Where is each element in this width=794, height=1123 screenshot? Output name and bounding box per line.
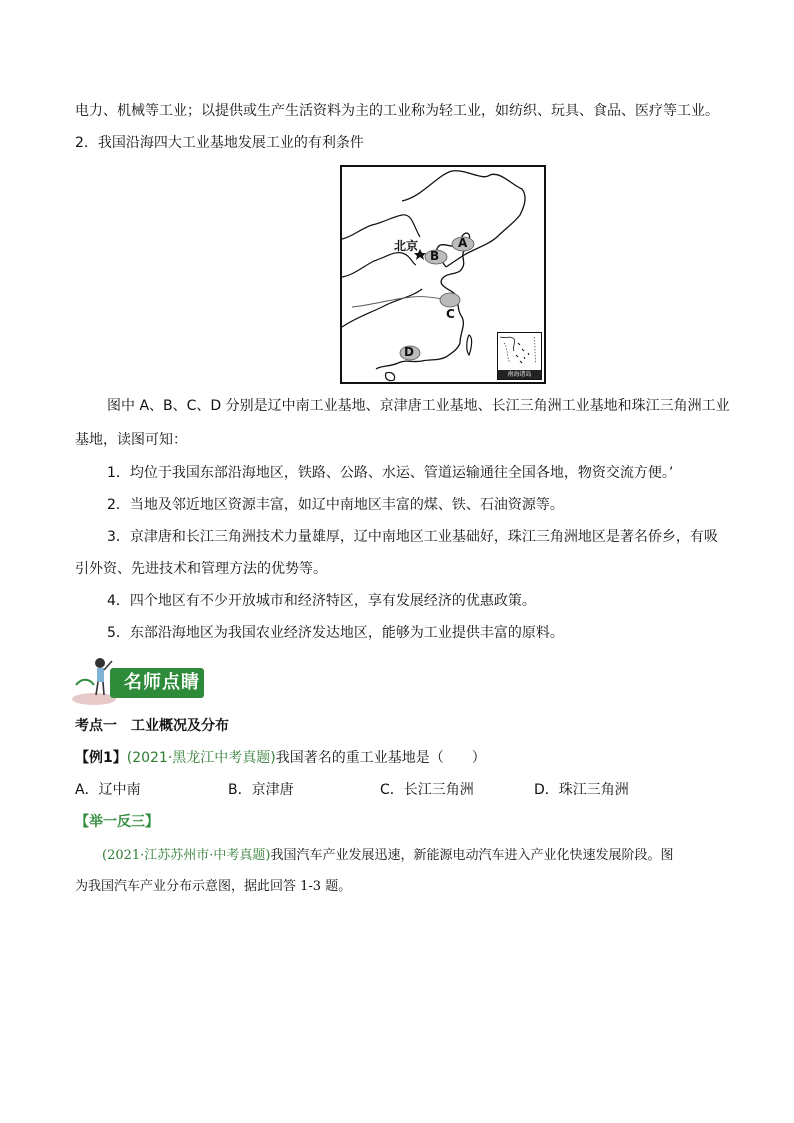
point-3: 3．京津唐和长江三角洲技术力量雄厚，辽中南地区工业基础好，珠江三角洲地区是著名侨乡，有吸	[107, 529, 718, 545]
base-c-marker	[440, 293, 460, 307]
inset-label: 南海诸岛	[498, 370, 541, 379]
point-1: 1．均位于我国东部沿海地区，铁路、公路、水运、管道运输通往全国各地，物资交流方便。’	[107, 465, 674, 481]
label-c: C	[446, 307, 455, 321]
section-2-heading	[75, 133, 364, 153]
desc-line-1: 图中 A、B、C、D 分别是辽中南工业基地、京津唐工业基地、长江三角洲工业基地和珠江三角洲工业	[107, 398, 730, 414]
point-2: 2．当地及邻近地区资源丰富，如辽中南地区丰富的煤、铁、石油资源等。	[107, 497, 564, 513]
desc-line-2: 基地，读图可知：	[75, 432, 187, 448]
point-4: 4．四个地区有不少开放城市和经济特区，享有发展经济的优惠政策。	[107, 593, 536, 609]
example-1	[75, 748, 486, 768]
label-a: A	[458, 236, 468, 250]
example-1-question: 我国著名的重工业基地是（ ）	[275, 750, 486, 766]
option-c: C．长江三角洲	[380, 782, 474, 798]
intro-line: 电力、机械等工业；以提供或生产生活资料为主的工业称为轻工业，如纺织、玩具、食品、医疗等工业。	[75, 103, 719, 119]
inset-outline	[498, 333, 541, 370]
juyi-tag: 【举一反三】	[75, 814, 159, 830]
label-b: B	[430, 249, 440, 263]
section-2-number: 2．	[75, 135, 98, 151]
kaodian-heading: 考点一 工业概况及分布	[75, 718, 229, 734]
example-2-text-1: 我国汽车产业发展迅速，新能源电动汽车进入产业化快速发展阶段。图	[270, 848, 674, 863]
section-2-title: 我国沿海四大工业基地发展工业的有利条件	[97, 135, 364, 151]
option-a: A．辽中南	[75, 782, 141, 798]
south-sea-inset	[497, 332, 542, 380]
industrial-bases-map	[340, 165, 546, 384]
point-5: 5．东部沿海地区为我国农业经济发达地区，能够为工业提供丰富的原料。	[107, 625, 564, 641]
option-d: D．珠江三角洲	[534, 782, 629, 798]
option-b: B．京津唐	[228, 782, 294, 798]
example-1-source: (2021·黑龙江中考真题)	[126, 750, 276, 766]
point-3-cont: 引外资、先进技术和管理方法的优势等。	[75, 561, 327, 577]
example-1-tag: 【例1】	[75, 750, 127, 766]
banner-label: 名师点睛	[110, 668, 204, 698]
beijing-label: 北京	[394, 239, 419, 253]
label-d: D	[404, 345, 414, 359]
mingshi-banner	[70, 655, 206, 707]
example-2-line-1	[102, 846, 674, 866]
example-2-line-2: 为我国汽车产业分布示意图，据此回答 1-3 题。	[75, 879, 352, 894]
example-2-source: (2021·江苏苏州市·中考真题)	[102, 848, 271, 863]
